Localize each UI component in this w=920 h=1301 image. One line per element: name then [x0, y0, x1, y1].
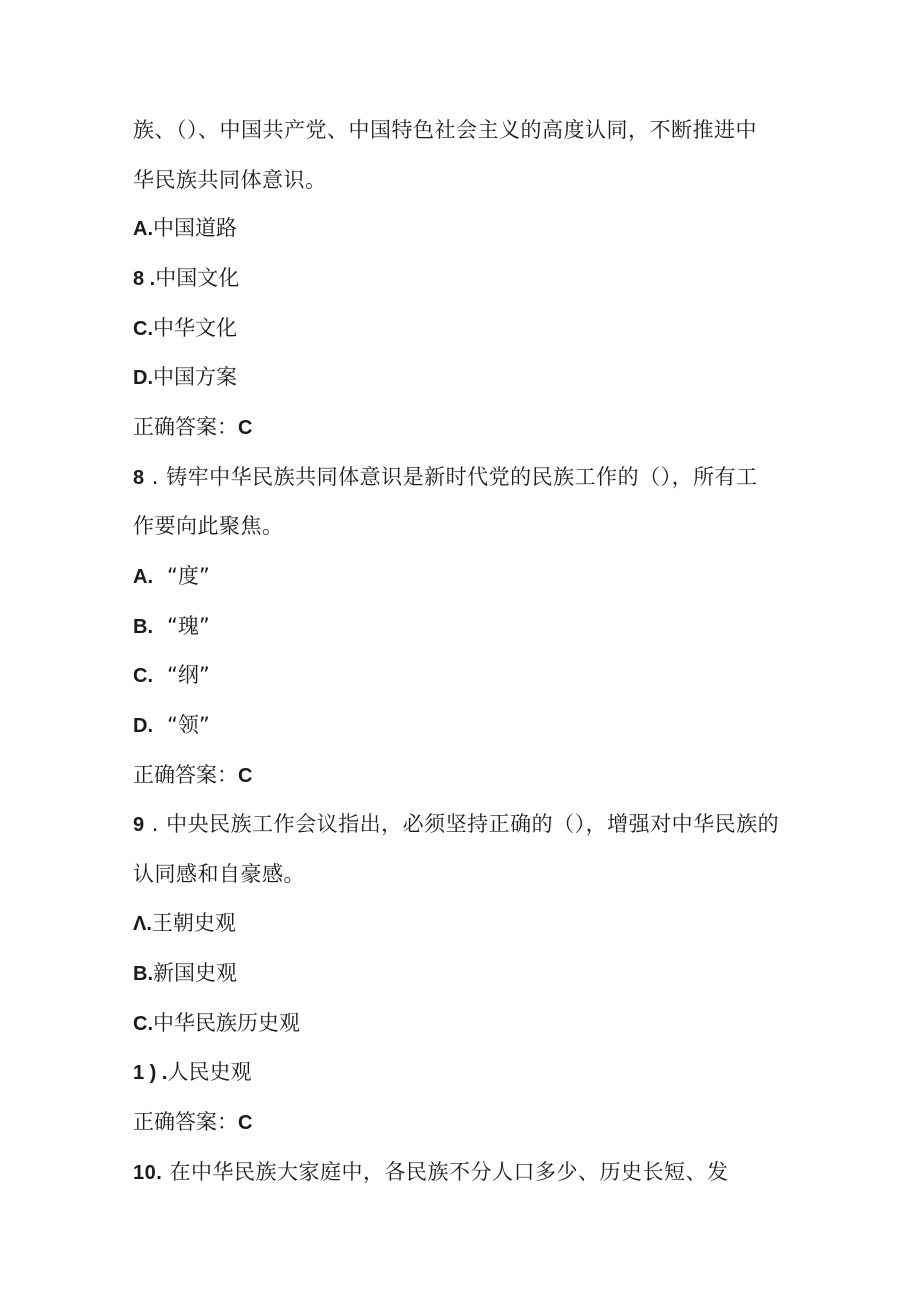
q9-option-c: C.中华民族历史观 [133, 1011, 300, 1035]
q8-stem-line-2: 作要向此聚焦。 [133, 514, 284, 538]
q8-stem-line-1: 8 . 铸牢中华民族共同体意识是新时代党的民族工作的（），所有工 [133, 465, 758, 489]
q9-stem-line-1: 9 . 中央民族工作会议指出，必须坚持正确的（），增强对中华民族的 [133, 812, 780, 836]
q10-stem-line-1: 10. 在中华民族大家庭中，各民族不分人口多少、历史长短、发 [133, 1160, 729, 1184]
q8-option-d: D. “领” [133, 713, 210, 737]
q9-answer: 正确答案：C [133, 1110, 253, 1134]
q7-option-d: D.中国方案 [133, 365, 237, 389]
q8-option-c: C. “纲” [133, 663, 210, 687]
q8-option-a: A. “度” [133, 564, 210, 588]
q7-stem-line-1: 族、（）、中国共产党、中国特色社会主义的高度认同，不断推进中 [133, 118, 757, 142]
q9-stem-line-2: 认同感和自豪感。 [133, 862, 305, 886]
q9-option-a: Λ.王朝史观 [133, 911, 236, 935]
q7-answer: 正确答案：C [133, 415, 253, 439]
q9-option-d: 1 ) .人民史观 [133, 1060, 252, 1084]
q8-answer: 正确答案：C [133, 763, 253, 787]
q7-option-a: A.中国道路 [133, 216, 237, 240]
q7-option-c: C.中华文化 [133, 316, 237, 340]
q9-option-b: B.新国史观 [133, 961, 237, 985]
q8-option-b: B. “瑰” [133, 614, 210, 638]
q7-option-b: 8 .中国文化 [133, 266, 240, 290]
q7-stem-line-2: 华民族共同体意识。 [133, 168, 327, 192]
